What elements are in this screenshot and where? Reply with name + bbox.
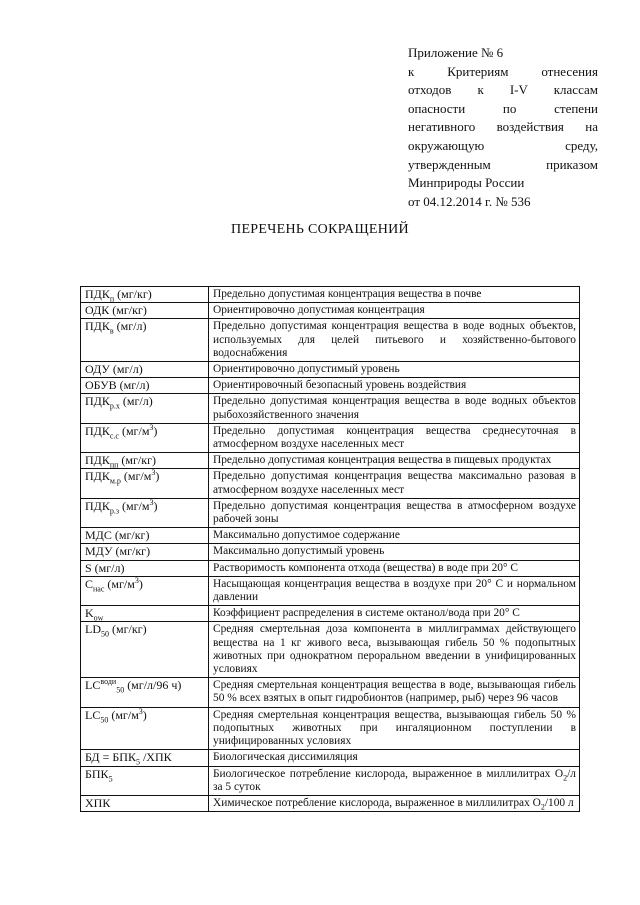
abbreviation-cell: $ПДК_{м.р}$ $(мг/м^3)$ [81, 469, 209, 498]
table-row [81, 423, 580, 452]
table-row [81, 707, 580, 750]
definition-cell: Насыщающая концентрация вещества в воздухе при 20° С и нормальном давлении [209, 576, 580, 605]
abbreviations-table-body [81, 287, 580, 812]
table-row [81, 319, 580, 362]
abbreviation-cell: ОДК (мг/кг) [81, 303, 209, 319]
table-row [81, 606, 580, 622]
header-line: окружающую среду, [408, 137, 598, 153]
abbreviation-cell: ОБУВ (мг/л) [81, 378, 209, 394]
abbreviation-cell: МДС (мг/кг) [81, 528, 209, 544]
table-row [81, 795, 580, 811]
abbreviation-cell: $ПДК_{с.с}$ $(мг/м^3)$ [81, 423, 209, 452]
appendix-header [408, 44, 598, 211]
definition-cell: Предельно допустимая концентрация вещества максимально разовая в атмосферном воздухе населенных мест [209, 469, 580, 498]
header-line: Приложение № 6 [408, 45, 504, 60]
header-line: к Критериям отнесения [408, 63, 598, 79]
definition-cell: Максимально допустимое содержание [209, 528, 580, 544]
table-row [81, 766, 580, 795]
header-line: от 04.12.2014 г. № 536 [408, 193, 531, 209]
definition-cell: Химическое потребление кислорода, выраженное в миллилитрах $O_2/100$ л [209, 795, 580, 811]
abbreviation-cell: $LD_{50}$ (мг/кг) [81, 622, 209, 678]
definition-cell: Предельно допустимая концентрация вещества в атмосферном воздухе рабочей зоны [209, 498, 580, 527]
abbreviation-cell: $БПК_5$ [81, 766, 209, 795]
table-row [81, 622, 580, 678]
abbreviation-cell: ХПК [81, 795, 209, 811]
abbreviation-cell: $C_{нас}$ $(мг/м^3)$ [81, 576, 209, 605]
header-line: негативного воздействия на [408, 119, 598, 135]
definition-cell: Средняя смертельная концентрация вещества, вызывающая гибель 50 % подопытных животных при ингаляционном поступлении в унифицированных условиях [209, 707, 580, 750]
table-row [81, 560, 580, 576]
definition-cell: Средняя смертельная концентрация вещества в воде, вызывающая гибель 50 % всех взятых в опыт гидробионтов (например, рыб) через 96 часов [209, 678, 580, 707]
table-row [81, 469, 580, 498]
table-row [81, 678, 580, 707]
definition-cell: Коэффициент распределения в системе октанол/вода при 20° С [209, 606, 580, 622]
table-row [81, 544, 580, 560]
table-row [81, 362, 580, 378]
abbreviation-cell: БД = $БПК_5$ /ХПК [81, 750, 209, 766]
abbreviation-cell: S (мг/л) [81, 560, 209, 576]
definition-cell: Предельно допустимая концентрация вещества в воде водных объектов рыбохозяйственного значения [209, 394, 580, 423]
definition-cell: Предельно допустимая концентрация вещества среднесуточная в атмосферном воздухе населенных мест [209, 423, 580, 452]
table-row [81, 378, 580, 394]
abbreviation-cell: ОДУ (мг/л) [81, 362, 209, 378]
abbreviation-cell: $ПДК_{р.х}$ (мг/л) [81, 394, 209, 423]
abbreviation-cell: $ПДК_{р.з}$ $(мг/м^3)$ [81, 498, 209, 527]
table-row [81, 498, 580, 527]
header-line: утвержденным приказом [408, 156, 598, 172]
abbreviation-cell: $K_{ow}$ [81, 606, 209, 622]
header-line: Минприроды России [408, 175, 525, 191]
definition-cell: Биологическая диссимиляция [209, 750, 580, 766]
definition-cell: Предельно допустимая концентрация вещества в почве [209, 287, 580, 303]
table-row [81, 576, 580, 605]
table-row [81, 453, 580, 469]
definition-cell: Биологическое потребление кислорода, выраженное в миллилитрах $O_2/л$ за 5 суток [209, 766, 580, 795]
header-line: опасности по степени [408, 100, 598, 116]
abbreviation-cell: $ПДК_в$ (мг/л) [81, 319, 209, 362]
definition-cell: Максимально допустимый уровень [209, 544, 580, 560]
header-line: отходов к I-V классам [408, 82, 598, 98]
definition-cell: Ориентировочно допустимая концентрация [209, 303, 580, 319]
table-row [81, 303, 580, 319]
definition-cell: Растворимость компонента отхода (вещества) в воде при 20° С [209, 560, 580, 576]
abbreviation-cell: $LC^{води}_{50}$ (мг/л/96 ч) [81, 678, 209, 707]
page-title: ПЕРЕЧЕНЬ СОКРАЩЕНИЙ [231, 222, 409, 237]
abbreviation-cell: $LC_{50}$ $(мг/м^3)$ [81, 707, 209, 750]
abbreviations-table [80, 286, 580, 812]
definition-cell: Средняя смертельная доза компонента в миллиграммах действующего вещества на 1 кг живого веса, вызывающая гибель 50 % подопытных животных при однократном пероральном введении в унифицированных условиях [209, 622, 580, 678]
abbreviation-cell: МДУ (мг/кг) [81, 544, 209, 560]
table-row [81, 394, 580, 423]
definition-cell: Предельно допустимая концентрация вещества в воде водных объектов, используемых для целей питьевого и хозяйственно-бытового водоснабжения [209, 319, 580, 362]
definition-cell: Предельно допустимая концентрация вещества в пищевых продуктах [209, 453, 580, 469]
table-row [81, 287, 580, 303]
abbreviation-cell: $ПДК_{пп}$ (мг/кг) [81, 453, 209, 469]
table-row [81, 750, 580, 766]
definition-cell: Ориентировочный безопасный уровень воздействия [209, 378, 580, 394]
table-row [81, 528, 580, 544]
definition-cell: Ориентировочно допустимый уровень [209, 362, 580, 378]
abbreviation-cell: $ПДК_п$ (мг/кг) [81, 287, 209, 303]
